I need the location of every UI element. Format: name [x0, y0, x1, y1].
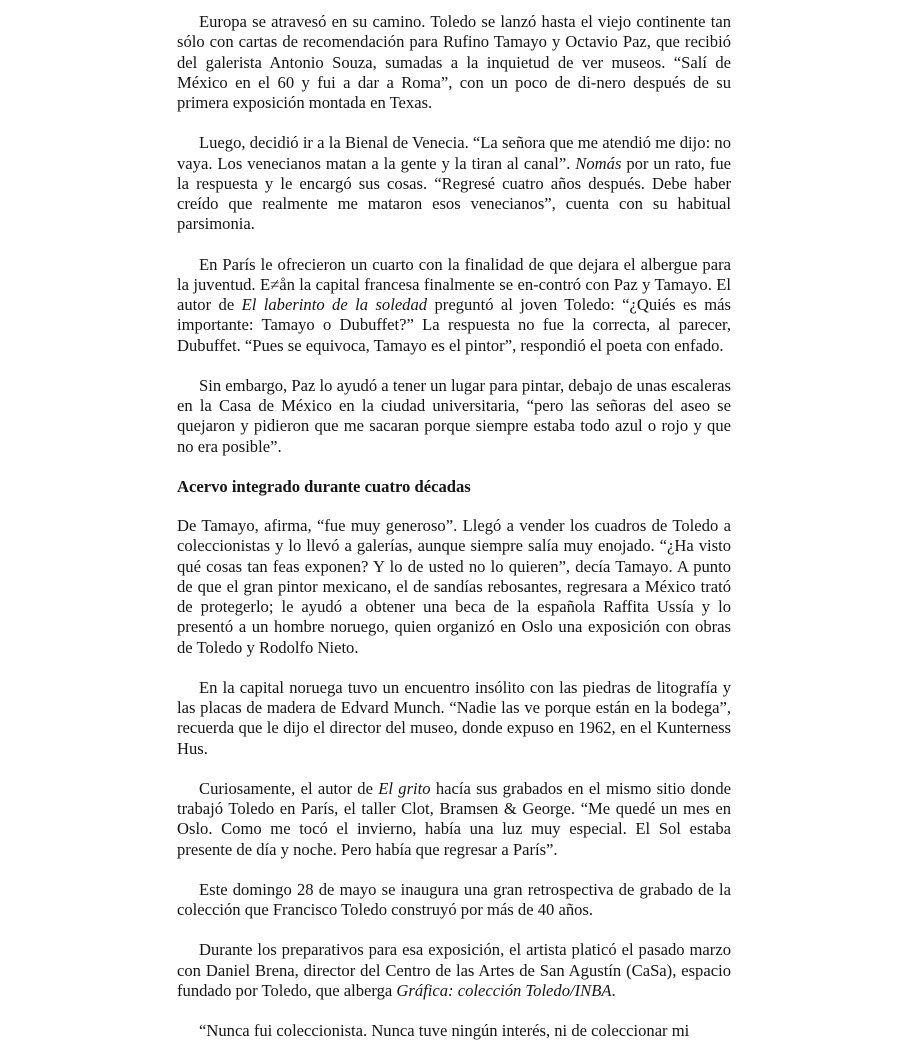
- paragraph: [177, 516, 731, 658]
- text-run: Curiosamente, el autor de: [199, 778, 379, 798]
- text-run: Durante los preparativos para esa exposición, el artista platicó el pasado marzo con Daniel Brena, director del Centro de las Artes de San Agustín (CaSa), espacio fundado por Toledo, que alberga: [177, 940, 731, 1000]
- text-run: hacía sus grabados en el mismo sitio donde trabajó Toledo en París, el taller Clot, Bramsen & George. “Me quedé un mes en Oslo. Como me tocó el invierno, había una luz muy especial. El Sol estaba presente de día y noche. Pero había que regresar a París”.: [177, 778, 732, 859]
- text-run: “Nunca fui coleccionista. Nunca tuve ningún interés, ni de coleccionar mi: [199, 1021, 690, 1040]
- paragraph: [177, 779, 731, 860]
- section-heading: [177, 477, 731, 497]
- italic-text: Nomás: [575, 153, 622, 173]
- text-run: En la capital noruega tuvo un encuentro insólito con las piedras de litografía y las placas de madera de Edvard Munch. “Nadie las ve porque están en la bodega”, recuerda que le dijo el director del museo, donde expuso en 1962, en el Kunterness Hus.: [177, 677, 731, 758]
- paragraph: [177, 940, 731, 1001]
- italic-text: El laberinto de la soledad: [241, 295, 428, 314]
- paragraph: [177, 1021, 731, 1041]
- text-run: En París le ofrecieron un cuarto con la finalidad de que dejara el albergue para la juventud. E≠ån la capital francesa finalmente se en-contró con Paz y Tamayo. El autor de: [177, 254, 731, 314]
- paragraph: [177, 255, 731, 356]
- text-run: De Tamayo, afirma, “fue muy generoso”. Llegó a vender los cuadros de Toledo a coleccionistas y lo llevó a galerías, aunque siempre salía muy enojado. “¿Ha visto qué cosas tan feas exponen? Y lo de usted no lo quieren”, decía Tamayo. A punto de que el gran pintor mexicano, el de sandías rebosantes, regresara a México trató de protegerlo; le ayudó a obtener una beca de la española Raffita Ussía y lo presentó a un hombre noruego, quien organizó en Oslo una exposición con obras de Toledo y Rodolfo Nieto.: [177, 516, 731, 657]
- text-run: por un rato, fue la respuesta y le encargó sus cosas. “Regresé cuatro años después. Debe haber creído que realmente me mataron esos venecianos”, cuenta con su habitual parsimonia.: [177, 153, 731, 234]
- paragraph: [177, 880, 731, 921]
- paragraph: [177, 678, 731, 759]
- paragraph: [177, 12, 731, 113]
- text-run: Europa se atravesó en su camino. Toledo se lanzó hasta el viejo continente tan sólo con cartas de recomendación para Rufino Tamayo y Octavio Paz, que recibió del galerista Antonio Souza, sumadas a la inquietud de ver museos. “Salí de México en el 60 y fui a dar a Roma”, con un poco de di-nero después de su primera exposición montada en Texas.: [177, 12, 731, 112]
- paragraph: [177, 376, 731, 457]
- italic-text: El grito: [378, 778, 431, 798]
- paragraph: [177, 133, 731, 234]
- article-body: [177, 12, 731, 1061]
- text-run: Sin embargo, Paz lo ayudó a tener un lugar para pintar, debajo de unas escaleras en la Casa de México en la ciudad universitaria, “pero las señoras del aseo se quejaron y pidieron que me sacaran porque siempre estaba todo azul o rojo y que no era posible”.: [177, 375, 731, 456]
- text-run: .: [611, 980, 616, 1000]
- text-run: Este domingo 28 de mayo se inaugura una gran retrospectiva de grabado de la colección que Francisco Toledo construyó por más de 40 años.: [177, 879, 731, 919]
- italic-text: Gráfica: colección Toledo/INBA: [396, 980, 612, 1000]
- text-run: Acervo integrado durante cuatro décadas: [177, 476, 471, 496]
- text-run: preguntó al joven Toledo: “¿Quiés es más importante: Tamayo o Dubuffet?” La respuesta no fue la correcta, al parecer, Dubuffet. “Pues se equivoca, Tamayo es el pintor”, respondió el poeta con enfado.: [177, 295, 732, 355]
- text-run: Luego, decidió ir a la Bienal de Venecia. “La señora que me atendió me dijo: no vaya. Los venecianos matan a la gente y la tiran al canal”.: [177, 133, 731, 173]
